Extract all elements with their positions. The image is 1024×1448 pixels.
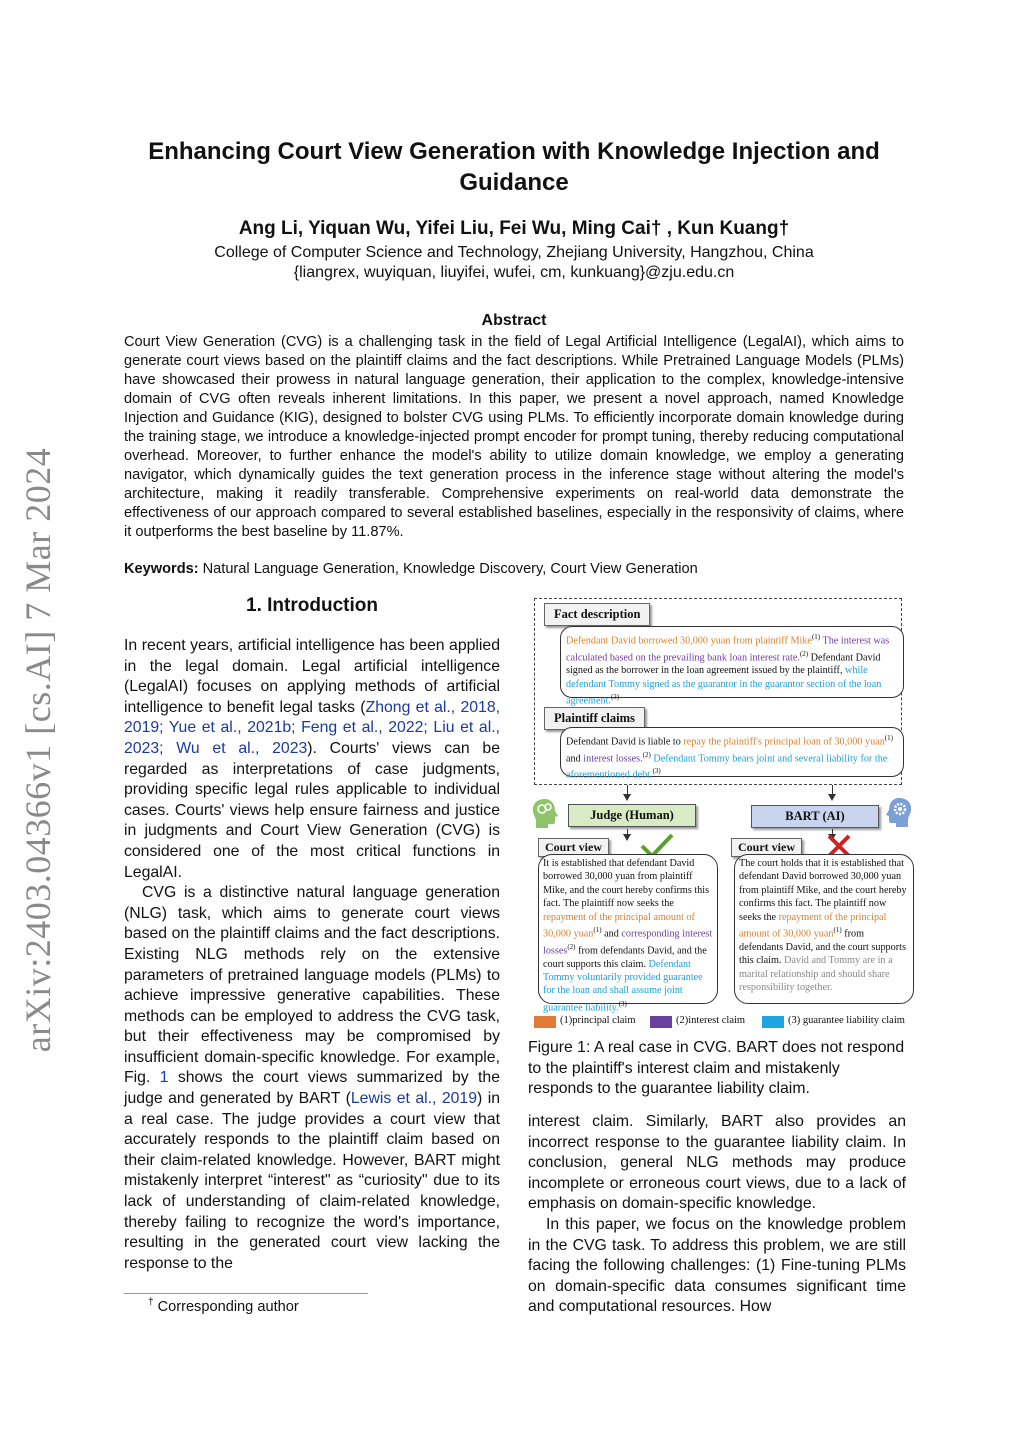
section-heading: 1. Introduction xyxy=(246,595,378,616)
fact-description-label: Fact description xyxy=(544,603,650,626)
abstract-text: Court View Generation (CVG) is a challenging task in the field of Legal Artificial Intelligence (LegalAI), which aims to generate court views based on the plaintiff claims and the fact descriptions. While Pretrained Language Models (PLMs) have showcased their prowess in natural language generation, their application to the complex, knowledge-intensive domain of CVG often reveals inherent limitations. In this paper, we present a novel approach, named Knowledge Injection and Guidance (KIG), designed to bolster CVG using PLMs. To efficiently incorporate domain knowledge during the training stage, we introduce a knowledge-injected prompt encoder for prompt tuning, thereby reducing computational overhead. Moreover, to further enhance the model's ability to utilize domain knowledge, we employ a generating navigator, which dynamically guides the text generation process in the inference stage without altering the model's architecture, making it readily transferable. Comprehensive experiments on real-world data demonstrate the effectiveness of our approach compared to several established baselines, especially in the responsivity of claims, where it outperforms the best baseline by 11.87%. xyxy=(124,334,904,540)
bart-court-view-box xyxy=(734,854,914,1004)
legend-interest: (2)interest claim xyxy=(676,1015,746,1026)
judge-court-view-label: Court view xyxy=(538,838,609,857)
left-column xyxy=(124,636,500,1274)
legend-swatch-guarantee xyxy=(762,1016,784,1028)
judge-view-principal: repayment of the principal amount of 30,000 yuan xyxy=(543,911,695,940)
fact-description-box xyxy=(560,626,904,707)
right-paragraph-1: interest claim. Similarly, BART also provides an incorrect response to the guarantee liability claim. In conclusion, general NLG methods may produce incomplete or erroneous court views, due to a lack of emphasis on domain-specific knowledge. xyxy=(528,1113,906,1213)
claim-interest-text: interest losses. xyxy=(583,753,643,765)
footnote-rule xyxy=(124,1293,368,1294)
arrow-judge-view xyxy=(627,829,628,839)
bart-view-text-c: from defendants David, and the court supports this claim. xyxy=(739,928,906,967)
fact-plain-text: Defendant David signed as the borrower in the loan agreement issued by the plaintiff, xyxy=(566,652,881,677)
bart-view-wrong-text: David and Tommy are in a marital relationship and should share responsibility together. xyxy=(739,955,893,994)
fact-sup-2: (2) xyxy=(799,649,809,658)
bart-role-label: BART (AI) xyxy=(751,805,879,828)
bart-view-text-a: The court holds that it is established that defendant David borrowed 30,000 yuan from plaintiff Mike, and the court hereby confirms this fact. The plaintiff now seeks the xyxy=(739,858,907,923)
judge-view-text-e: from defendants David, and the court supports this claim. xyxy=(543,945,707,970)
figure-1 xyxy=(528,593,920,1033)
claim-sup-1: (1) xyxy=(884,734,893,742)
judge-view-text-a: It is established that defendant David borrowed 30,000 yuan from plaintiff Mike, and the court hereby confirms this fact. The plaintiff now seeks the xyxy=(543,858,710,910)
plaintiff-claims-label: Plaintiff claims xyxy=(544,707,645,730)
footnote-text: Corresponding author xyxy=(157,1298,299,1315)
brain-head-icon xyxy=(530,797,560,829)
claim-sup-3: (3) xyxy=(652,767,661,776)
bart-court-view-label: Court view xyxy=(731,838,802,857)
judge-view-guarantee: Defendant Tommy voluntarily provided guarantee for the loan and shall assume joint guarantee liability. xyxy=(543,958,703,1014)
legend-swatch-principal xyxy=(534,1016,556,1028)
judge-view-interest: corresponding interest losses xyxy=(543,928,713,957)
fact-principal-text: Defendant David borrowed 30,000 yuan from plaintiff Mike xyxy=(566,635,812,647)
intro-paragraph-2 xyxy=(124,883,500,1274)
claim-and-text: and xyxy=(566,753,584,765)
abstract-heading: Abstract xyxy=(481,312,547,329)
right-paragraph-2: In this paper, we focus on the knowledge problem in the CVG task. To address this problem, we are still facing the following challenges: (1) Fine-tuning PLMs on domain-specific data consumes significant time and computational resources. How xyxy=(528,1215,906,1316)
figure-ref-link[interactable]: 1 xyxy=(159,1069,169,1087)
intro-p1-text-b: ). Courts' views can be regarded as interpretations of case judgments, providing specific legal rules applicable to individual cases. Courts' views help ensure fairness and justice in judgments and Court View Generation (CVG) is considered one of the most critical functions in LegalAI. xyxy=(124,739,500,881)
footnote-mark: † xyxy=(148,1297,154,1308)
fact-sup-3: (3) xyxy=(610,692,620,701)
citation-link[interactable]: Lewis et al., 2019 xyxy=(350,1090,477,1108)
judge-court-view-box xyxy=(538,854,718,1014)
intro-p2-text-b: shows the court views summarized by the judge and generated by BART ( xyxy=(124,1069,500,1108)
keywords-label: Keywords: xyxy=(124,561,199,577)
emails: {liangrex, wuyiquan, liuyifei, wufei, cm, kunkuang}@zju.edu.cn xyxy=(293,264,735,281)
affiliation-block xyxy=(124,243,904,283)
intro-p2-text-a: CVG is a distinctive natural language generation (NLG) task, which aims to generate court views based on the plaintiff claims and the fact descriptions. Existing NLG methods rely on the extensive parameters of pretrained language models (PLMs) to achieve impressive generative capabilities. These methods can be employed to address the CVG task, but their effectiveness may be compromised by insufficient domain-specific knowledge. For example, Fig. xyxy=(124,884,500,1087)
citation-link[interactable]: Zhong et al., 2018, 2019; Yue et al., 2021b; Feng et al., 2022; Liu et al., 2023; Wu et al., 2023 xyxy=(124,698,500,757)
bart-view-principal: repayment of the principal amount of 30,000 yuan xyxy=(739,911,887,940)
intro-paragraph-1 xyxy=(124,636,500,883)
bart-sup-1: (1) xyxy=(833,926,842,935)
claim-plain-text: Defendant David is liable to xyxy=(566,736,684,748)
claim-principal-text: repay the plaintiff's principal loan of 30,000 yuan xyxy=(683,736,885,748)
gear-head-icon xyxy=(884,796,914,828)
keywords-text: Natural Language Generation, Knowledge Discovery, Court View Generation xyxy=(202,561,698,577)
right-column xyxy=(528,1112,906,1318)
intro-p2-text-c: ) in a real case. The judge provides a court view that accurately responds to the plaintiff claim based on their claim-related knowledge. However, BART might mistakenly interpret “interest" as “curiosity" due to its lack of understanding of claim-related knowledge, thereby failing to recognize the word's importance, resulting in the generated court view lacking the response to the xyxy=(124,1090,500,1272)
arrow-to-bart xyxy=(832,785,833,799)
arxiv-sidebar xyxy=(8,447,68,1053)
author-list: Ang Li, Yiquan Wu, Yifei Liu, Fei Wu, Ming Cai† , Kun Kuang† xyxy=(238,218,790,239)
legend-guarantee: (3) guarantee liability claim xyxy=(788,1015,905,1026)
judge-sup-2: (2) xyxy=(567,942,576,951)
judge-role-label: Judge (Human) xyxy=(568,804,696,827)
paper-title: Enhancing Court View Generation with Knowledge Injection and Guidance xyxy=(148,138,880,196)
intro-p1-text-a: In recent years, artificial intelligence has been applied in the legal domain. Legal artificial intelligence (LegalAI) focuses on applying methods of artificial intelligence to benefit legal tasks ( xyxy=(124,637,500,716)
legend-swatch-interest xyxy=(650,1016,672,1028)
figure-caption: Figure 1: A real case in CVG. BART does not respond to the plaintiff's interest claim and mistakenly responds to the guarantee liability claim. xyxy=(528,1039,905,1098)
keywords xyxy=(124,561,904,577)
legend-principal: (1)principal claim xyxy=(560,1015,636,1026)
affiliation: College of Computer Science and Technology, Zhejiang University, Hangzhou, China xyxy=(214,244,814,261)
judge-sup-1: (1) xyxy=(593,926,602,935)
arxiv-id: arXiv:2403.04366v1 [cs.AI] 7 Mar 2024 xyxy=(18,447,58,1053)
footnote xyxy=(148,1297,299,1315)
fact-interest-text: The interest was calculated based on the prevailing bank loan interest rate. xyxy=(566,635,890,664)
judge-view-text-c: and xyxy=(601,928,622,940)
fact-sup-1: (1) xyxy=(811,633,821,641)
claim-guarantee-text: Defendant Tommy bears joint and several liability for the aforementioned debt. xyxy=(566,753,888,781)
plaintiff-claims-box xyxy=(560,727,904,781)
claim-sup-2: (2) xyxy=(642,750,651,759)
arrow-to-judge xyxy=(627,785,628,799)
fact-guarantee-text: while defendant Tommy signed as the guarantor in the guarantor section of the loan agreement. xyxy=(566,665,882,707)
judge-sup-3: (3) xyxy=(618,999,627,1008)
